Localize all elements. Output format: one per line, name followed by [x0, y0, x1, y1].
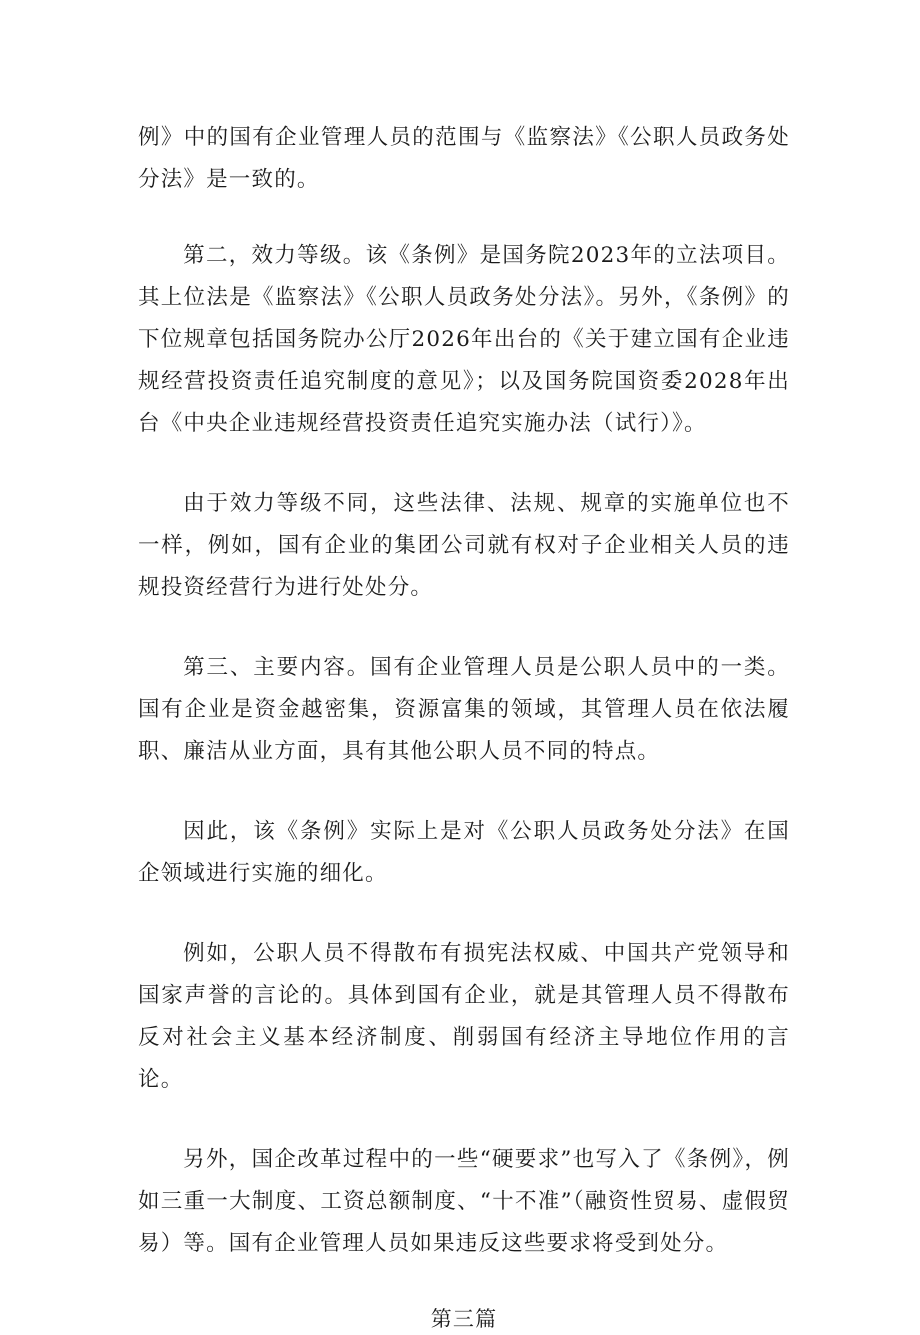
document-body	[138, 117, 790, 1335]
paragraph-reform-requirements: 另外，国企改革过程中的一些“硬要求”也写入了《条例》，例如三重一大制度、工资总额制度、“十不准”（融资性贸易、虚假贸易）等。国有企业管理人员如果违反这些要求将受到处分。	[138, 1147, 790, 1256]
section-heading: 第三篇	[430, 1307, 498, 1331]
paragraph-refinement: 因此，该《条例》实际上是对《公职人员政务处分法》在国企领域进行实施的细化。	[138, 819, 790, 886]
paragraph-effect-level: 第二，效力等级。该《条例》是国务院2023年的立法项目。其上位法是《监察法》《公职人员政务处分法》。另外，《条例》的下位规章包括国务院办公厅2026年出台的《关于建立国有企业违规经营投资责任追究制度的意见》；以及国务院国资委2028年出台《中央企业违规经营投资责任追究实施办法（试行）》。	[138, 243, 790, 436]
paragraph-example-speech: 例如，公职人员不得散布有损宪法权威、中国共产党领导和国家声誉的言论的。具体到国有企业，就是其管理人员不得散布反对社会主义基本经济制度、削弱国有经济主导地位作用的言论。	[138, 941, 790, 1092]
paragraph-continuation: 例》中的国有企业管理人员的范围与《监察法》《公职人员政务处分法》是一致的。	[138, 125, 790, 192]
paragraph-implementation-units: 由于效力等级不同，这些法律、法规、规章的实施单位也不一样，例如，国有企业的集团公司就有权对子企业相关人员的违规投资经营行为进行处处分。	[138, 491, 790, 600]
paragraph-main-content: 第三、主要内容。国有企业管理人员是公职人员中的一类。国有企业是资金越密集，资源富集的领域，其管理人员在依法履职、廉洁从业方面，具有其他公职人员不同的特点。	[138, 655, 790, 764]
